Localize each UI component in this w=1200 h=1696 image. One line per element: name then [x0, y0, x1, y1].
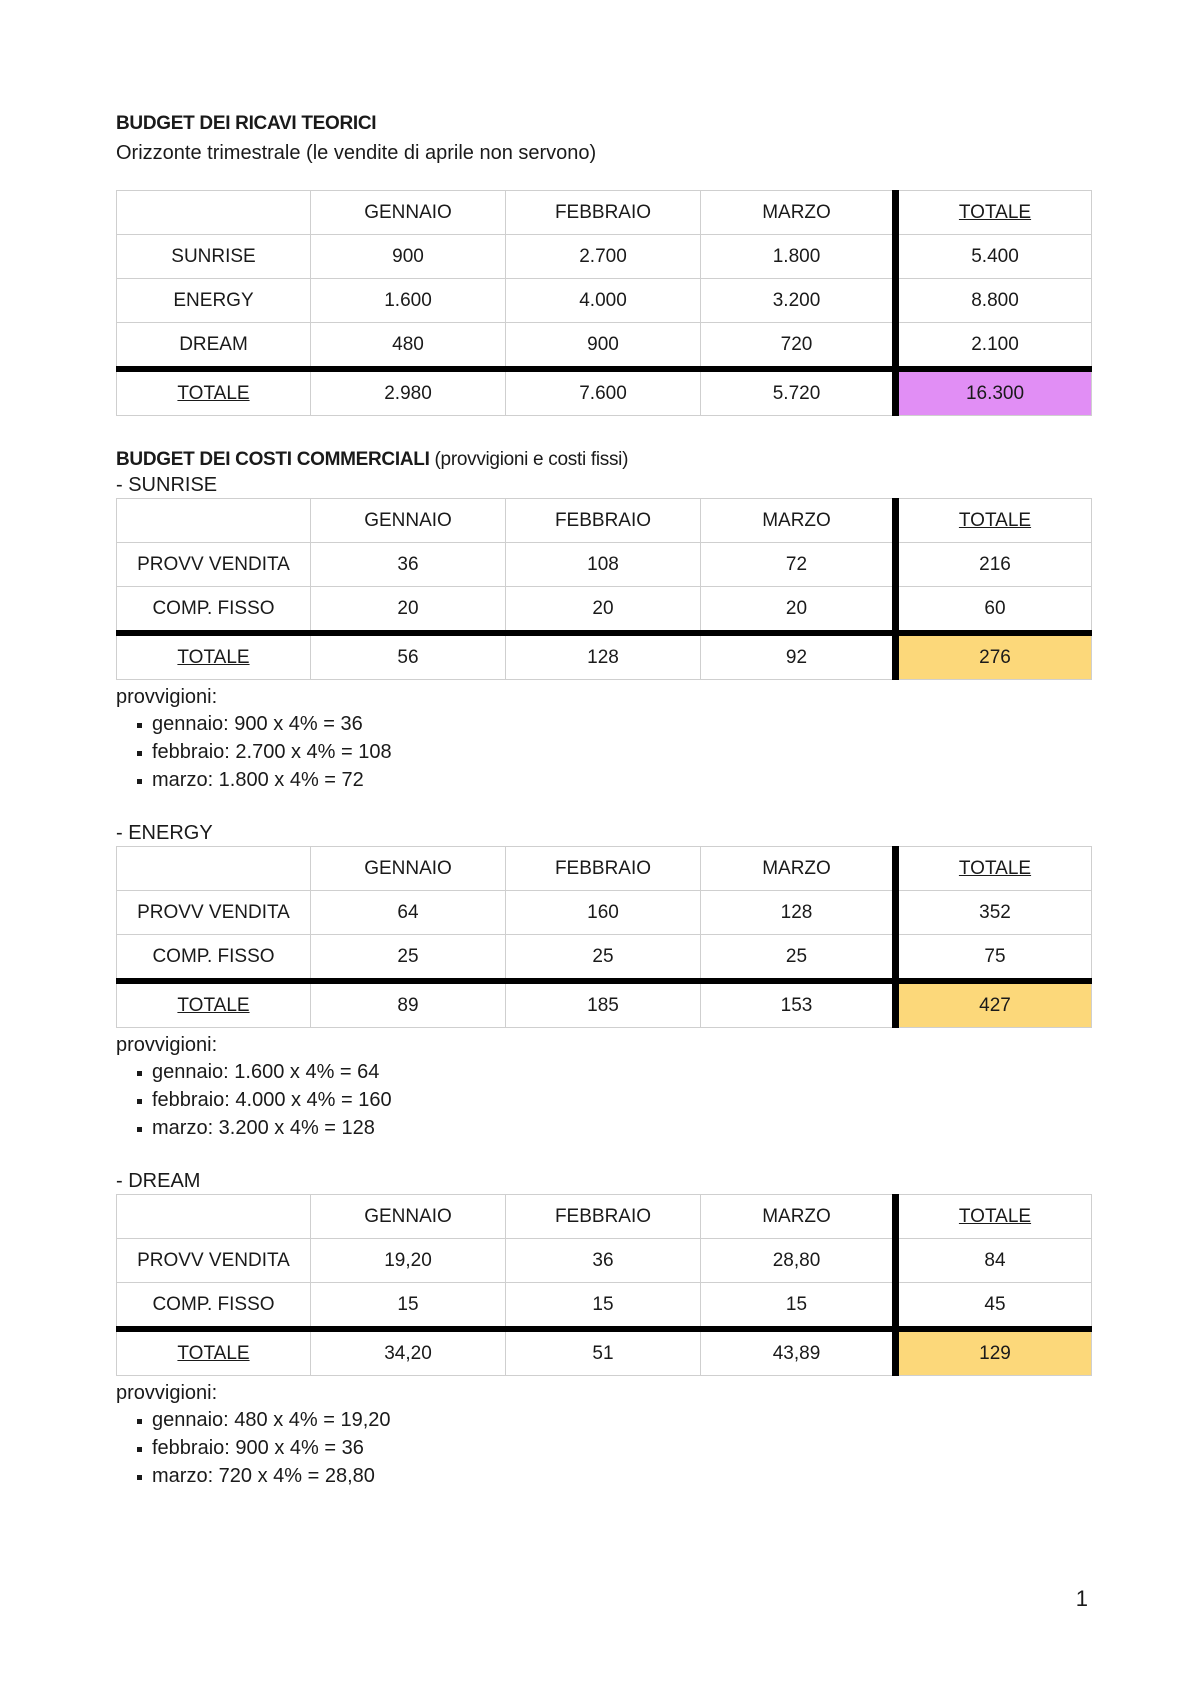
- header-total-label: TOTALE: [958, 509, 1032, 531]
- section-label-dream: - DREAM: [116, 1170, 201, 1192]
- table-cell: 25: [311, 935, 506, 982]
- table-cell: 8.800: [896, 279, 1092, 323]
- list-item: marzo: 1.800 x 4% = 72: [152, 766, 1091, 794]
- section-total-cell: 427: [896, 981, 1092, 1028]
- header-cell-total: [896, 847, 1092, 891]
- table-total-row: [117, 1329, 1092, 1376]
- revenue-subtitle: Orizzonte trimestrale (le vendite di aprile non servono): [116, 142, 597, 164]
- table-cell: 5.720: [701, 369, 896, 416]
- table-cell: 7.600: [506, 369, 701, 416]
- table-cell: 900: [506, 323, 701, 370]
- list-item: marzo: 720 x 4% = 28,80: [152, 1462, 1091, 1490]
- table-cell: 75: [896, 935, 1092, 982]
- revenue-table: [116, 190, 1092, 416]
- table-header-row: [117, 499, 1092, 543]
- header-cell: FEBBRAIO: [506, 191, 701, 235]
- list-item: febbraio: 900 x 4% = 36: [152, 1434, 1091, 1462]
- row-label: COMP. FISSO: [117, 1283, 311, 1330]
- table-cell: 720: [701, 323, 896, 370]
- table-cell: 89: [311, 981, 506, 1028]
- table-cell: 15: [311, 1283, 506, 1330]
- table-cell: 36: [506, 1239, 701, 1283]
- table-cell: 216: [896, 543, 1092, 587]
- table-row: [117, 587, 1092, 634]
- list-item: febbraio: 2.700 x 4% = 108: [152, 738, 1091, 766]
- section-total-cell: 129: [896, 1329, 1092, 1376]
- table-cell: 64: [311, 891, 506, 935]
- table-header-row: [117, 1195, 1092, 1239]
- table-cell: 34,20: [311, 1329, 506, 1376]
- table-cell: 28,80: [701, 1239, 896, 1283]
- notes-list: [116, 710, 1091, 794]
- total-label-cell: [117, 633, 311, 680]
- notes-heading: provvigioni:: [116, 1034, 218, 1056]
- costs-table-dream: [116, 1194, 1092, 1376]
- costs-table-energy: [116, 846, 1092, 1028]
- table-cell: 108: [506, 543, 701, 587]
- header-cell: MARZO: [701, 191, 896, 235]
- table-cell: 43,89: [701, 1329, 896, 1376]
- table-cell: 4.000: [506, 279, 701, 323]
- table-cell: 128: [506, 633, 701, 680]
- grand-total-cell: 16.300: [896, 369, 1092, 416]
- header-cell-total: [896, 499, 1092, 543]
- header-cell: GENNAIO: [311, 499, 506, 543]
- total-label-cell: [117, 1329, 311, 1376]
- header-cell: FEBBRAIO: [506, 847, 701, 891]
- table-cell: 25: [506, 935, 701, 982]
- list-item: gennaio: 480 x 4% = 19,20: [152, 1406, 1091, 1434]
- row-label: PROVV VENDITA: [117, 891, 311, 935]
- table-cell: 56: [311, 633, 506, 680]
- costs-title: [116, 448, 1091, 472]
- total-label: TOTALE: [177, 382, 250, 404]
- header-cell-total: [896, 1195, 1092, 1239]
- header-cell: [117, 191, 311, 235]
- table-header-row: [117, 191, 1092, 235]
- header-cell: [117, 847, 311, 891]
- table-row: [117, 543, 1092, 587]
- row-label: SUNRISE: [117, 235, 311, 279]
- notes-heading: provvigioni:: [116, 686, 218, 708]
- table-cell: 19,20: [311, 1239, 506, 1283]
- header-cell: GENNAIO: [311, 1195, 506, 1239]
- section-label-sunrise: - SUNRISE: [116, 474, 218, 496]
- list-item: marzo: 3.200 x 4% = 128: [152, 1114, 1091, 1142]
- table-cell: 352: [896, 891, 1092, 935]
- table-row: [117, 935, 1092, 982]
- section-label-energy: - ENERGY: [116, 822, 213, 844]
- table-cell: 51: [506, 1329, 701, 1376]
- table-cell: 900: [311, 235, 506, 279]
- table-row: [117, 891, 1092, 935]
- row-label: ENERGY: [117, 279, 311, 323]
- table-cell: 84: [896, 1239, 1092, 1283]
- header-cell-total: [896, 191, 1092, 235]
- table-cell: 5.400: [896, 235, 1092, 279]
- header-cell: MARZO: [701, 499, 896, 543]
- table-cell: 36: [311, 543, 506, 587]
- header-cell: GENNAIO: [311, 847, 506, 891]
- list-item: febbraio: 4.000 x 4% = 160: [152, 1086, 1091, 1114]
- row-label: DREAM: [117, 323, 311, 370]
- header-total-label: TOTALE: [958, 857, 1032, 879]
- header-cell: GENNAIO: [311, 191, 506, 235]
- table-cell: 480: [311, 323, 506, 370]
- costs-title-rest: (provvigioni e costi fissi): [429, 449, 629, 470]
- table-cell: 20: [701, 587, 896, 634]
- row-label: COMP. FISSO: [117, 935, 311, 982]
- table-cell: 2.100: [896, 323, 1092, 370]
- table-cell: 1.800: [701, 235, 896, 279]
- table-cell: 25: [701, 935, 896, 982]
- total-label: TOTALE: [177, 994, 250, 1016]
- table-cell: 1.600: [311, 279, 506, 323]
- table-cell: 2.980: [311, 369, 506, 416]
- total-label-cell: [117, 981, 311, 1028]
- table-total-row: [117, 633, 1092, 680]
- table-cell: 185: [506, 981, 701, 1028]
- table-row: [117, 279, 1092, 323]
- header-total-label: TOTALE: [958, 201, 1032, 223]
- header-cell: FEBBRAIO: [506, 499, 701, 543]
- header-cell: [117, 499, 311, 543]
- page-number: 1: [1075, 1586, 1088, 1611]
- table-cell: 60: [896, 587, 1092, 634]
- total-label: TOTALE: [177, 1342, 250, 1364]
- notes-list: [116, 1058, 1091, 1142]
- revenue-title: BUDGET DEI RICAVI TEORICI: [116, 113, 377, 134]
- table-cell: 3.200: [701, 279, 896, 323]
- header-cell: MARZO: [701, 847, 896, 891]
- table-cell: 2.700: [506, 235, 701, 279]
- table-header-row: [117, 847, 1092, 891]
- table-cell: 160: [506, 891, 701, 935]
- table-row: [117, 1239, 1092, 1283]
- table-row: [117, 1283, 1092, 1330]
- header-cell: [117, 1195, 311, 1239]
- row-label: PROVV VENDITA: [117, 543, 311, 587]
- table-total-row: [117, 369, 1092, 416]
- header-total-label: TOTALE: [958, 1205, 1032, 1227]
- table-row: [117, 235, 1092, 279]
- table-cell: 15: [506, 1283, 701, 1330]
- table-cell: 128: [701, 891, 896, 935]
- costs-table-sunrise: [116, 498, 1092, 680]
- table-cell: 45: [896, 1283, 1092, 1330]
- section-total-cell: 276: [896, 633, 1092, 680]
- table-cell: 15: [701, 1283, 896, 1330]
- table-cell: 20: [506, 587, 701, 634]
- row-label: COMP. FISSO: [117, 587, 311, 634]
- header-cell: MARZO: [701, 1195, 896, 1239]
- row-label: PROVV VENDITA: [117, 1239, 311, 1283]
- table-cell: 72: [701, 543, 896, 587]
- table-row: [117, 323, 1092, 370]
- notes-heading: provvigioni:: [116, 1382, 218, 1404]
- total-label-cell: [117, 369, 311, 416]
- notes-list: [116, 1406, 1091, 1490]
- total-label: TOTALE: [177, 646, 250, 668]
- table-cell: 20: [311, 587, 506, 634]
- list-item: gennaio: 1.600 x 4% = 64: [152, 1058, 1091, 1086]
- costs-title-bold: BUDGET DEI COSTI COMMERCIALI: [116, 449, 430, 470]
- table-cell: 153: [701, 981, 896, 1028]
- header-cell: FEBBRAIO: [506, 1195, 701, 1239]
- list-item: gennaio: 900 x 4% = 36: [152, 710, 1091, 738]
- document-page: [116, 112, 1091, 1490]
- table-total-row: [117, 981, 1092, 1028]
- table-cell: 92: [701, 633, 896, 680]
